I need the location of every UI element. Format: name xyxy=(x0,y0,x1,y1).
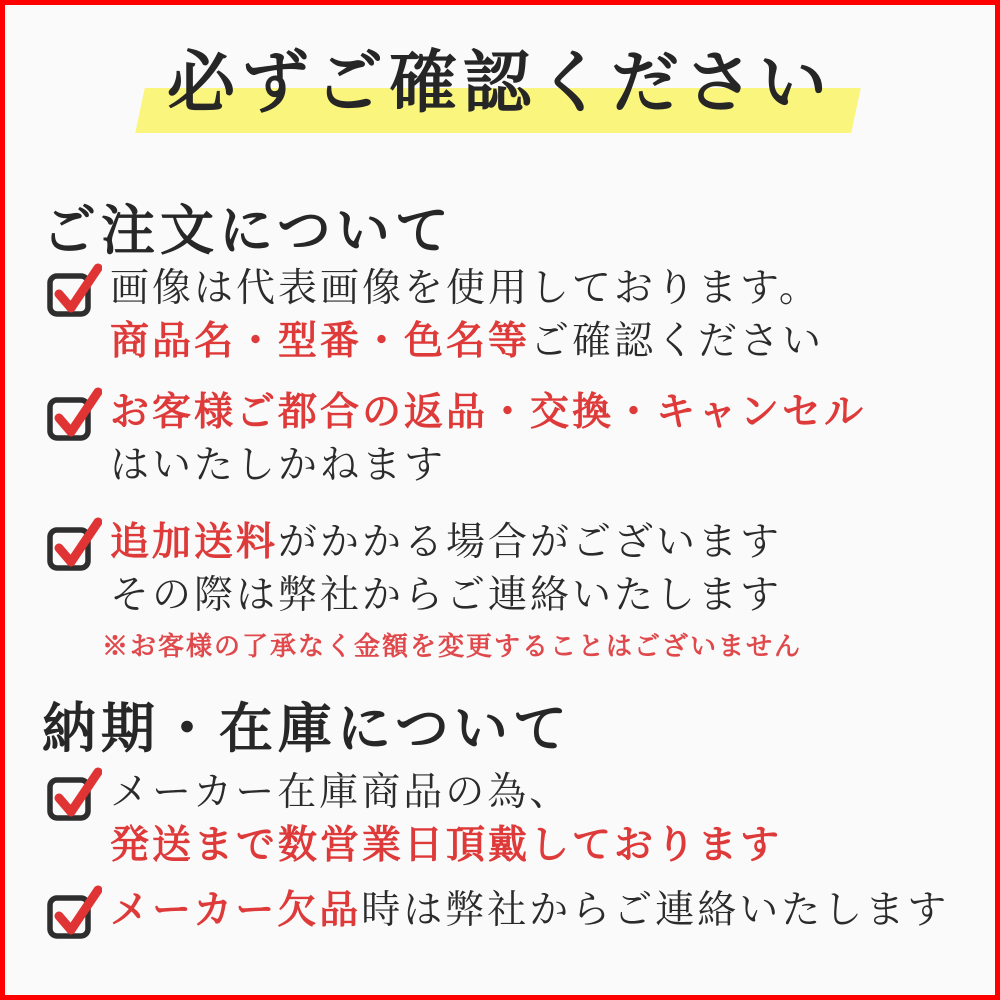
notice-item xyxy=(46,386,976,492)
notice-item xyxy=(46,516,976,622)
checkbox-checked-icon xyxy=(46,514,102,572)
notice-line-red: 商品名・型番・色名等 xyxy=(110,318,531,364)
notice-line: がかかる場合がございます xyxy=(278,520,783,565)
note-text: ※お客様の了承なく金額を変更することはございません xyxy=(102,632,803,662)
notice-line: メーカー在庫商品の為、 xyxy=(110,770,572,815)
notice-line: ご確認ください xyxy=(530,319,825,364)
notice-text xyxy=(110,884,949,937)
notice-line-red: 発送まで数営業日頂戴しております xyxy=(110,822,783,868)
notice-item xyxy=(46,262,976,368)
notice-text xyxy=(110,516,782,622)
notice-text xyxy=(110,766,782,872)
notice-item xyxy=(46,884,976,940)
checkbox-checked-icon xyxy=(46,260,102,318)
notice-line: 画像は代表画像を使用しております。 xyxy=(110,266,821,311)
page-title: 必ずご確認ください xyxy=(166,43,833,123)
notice-text xyxy=(110,262,824,368)
notice-line-red: 追加送料 xyxy=(110,519,279,565)
section-heading-stock: 納期・在庫について xyxy=(42,696,572,760)
section-heading-orders: ご注文について xyxy=(42,198,454,262)
checkbox-checked-icon xyxy=(46,384,102,442)
checkbox-checked-icon xyxy=(46,764,102,822)
notice-line-red: メーカー欠品 xyxy=(110,887,362,933)
notice-item xyxy=(46,766,976,872)
notice-line: はいたしかねます xyxy=(110,443,447,488)
notice-line: その際は弊社からご連絡いたします xyxy=(110,573,783,618)
notice-text xyxy=(110,386,866,492)
checkbox-checked-icon xyxy=(46,882,102,940)
notice-line-red: お客様ご都合の返品・交換・キャンセル xyxy=(110,389,867,435)
notice-line: 時は弊社からご連絡いたします xyxy=(361,888,950,933)
